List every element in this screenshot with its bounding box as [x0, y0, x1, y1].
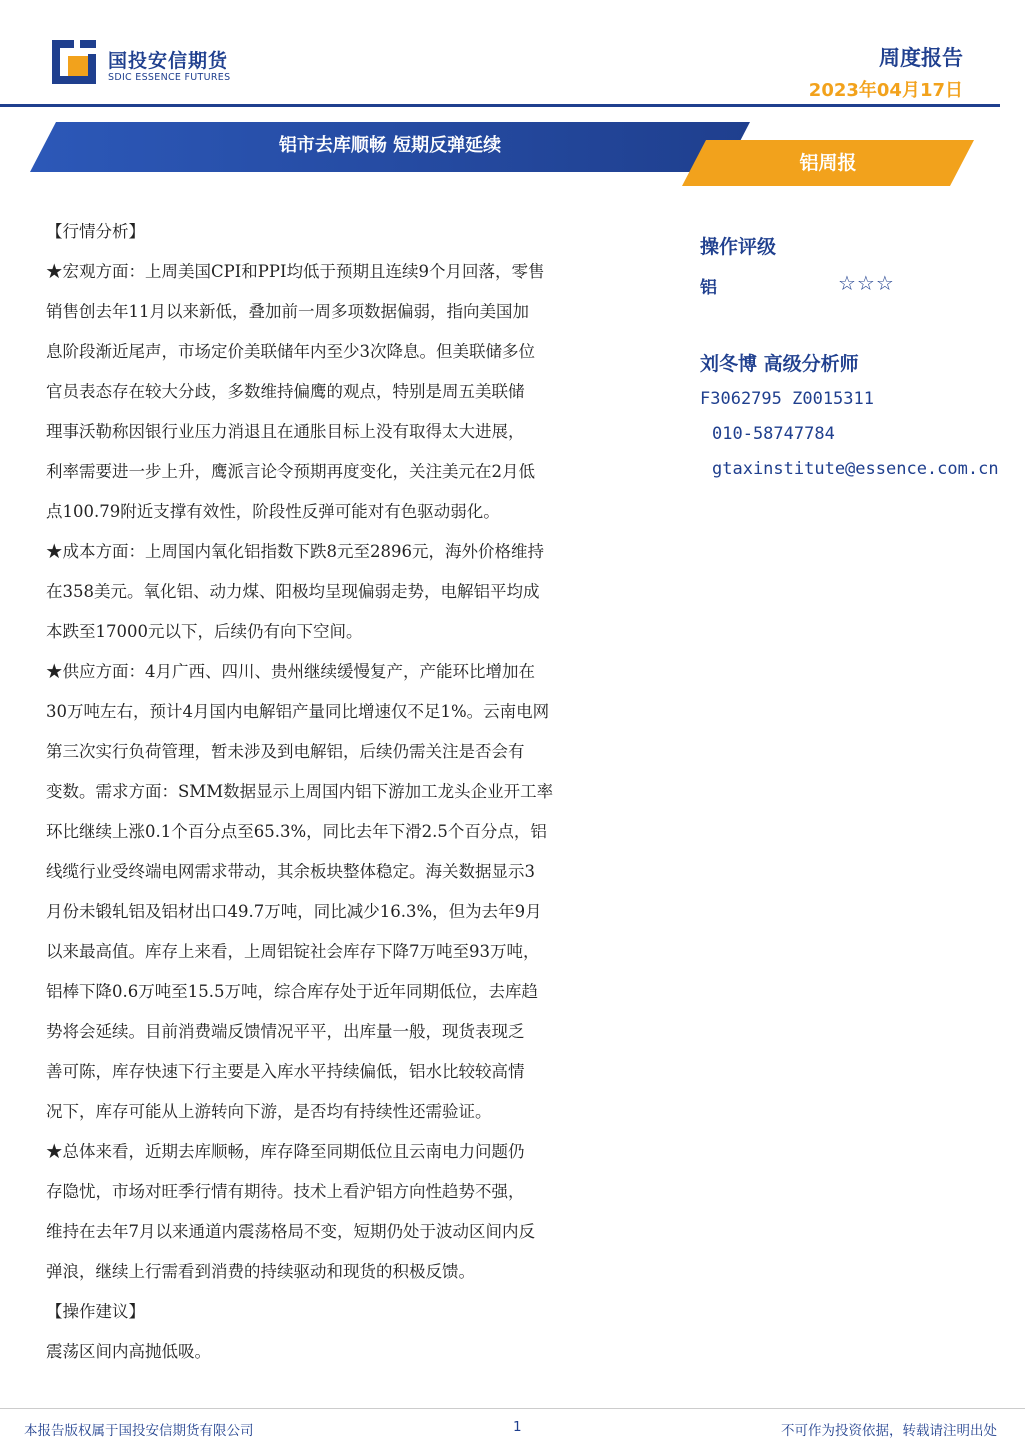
body-line: 月份未锻轧铝及铝材出口49.7万吨，同比减少16.3%，但为去年9月 — [46, 902, 542, 921]
body-line: 在358美元。氧化铝、动力煤、阳极均呈现偏弱走势，电解铝平均成 — [46, 582, 540, 601]
footer-divider — [0, 1408, 1025, 1409]
analyst-phone: 010-58747784 — [712, 424, 835, 444]
body-line: 销售创去年11月以来新低，叠加前一周多项数据偏弱，指向美国加 — [46, 302, 529, 321]
page-number: 1 — [513, 1419, 522, 1435]
body-line: 利率需要进一步上升，鹰派言论令预期再度变化，关注美元在2月低 — [46, 462, 535, 481]
analyst-name: 刘冬博 高级分析师 — [700, 353, 859, 375]
body-line: 线缆行业受终端电网需求带动，其余板块整体稳定。海关数据显示3 — [46, 862, 535, 881]
rating-row — [700, 273, 1025, 303]
body-line: ★宏观方面：上周美国CPI和PPI均低于预期且连续9个月回落，零售 — [46, 262, 545, 281]
footer-copyright: 本报告版权属于国投安信期货有限公司 — [24, 1423, 254, 1439]
analyst-certificate: F3062795 Z0015311 — [700, 389, 874, 409]
rating-title: 操作评级 — [700, 236, 777, 258]
body-line: 变数。需求方面：SMM数据显示上周国内铝下游加工龙头企业开工率 — [46, 782, 554, 801]
report-date: 2023年04月17日 — [808, 80, 963, 101]
body-line: 势将会延续。目前消费端反馈情况平平，出库量一般，现货表现乏 — [46, 1022, 525, 1041]
report-type: 周度报告 — [879, 46, 963, 70]
advice-line: 震荡区间内高抛低吸。 — [46, 1342, 211, 1361]
body-line: 存隐忧，市场对旺季行情有期待。技术上看沪铝方向性趋势不强， — [46, 1182, 525, 1201]
body-line: 官员表态存在较大分歧，多数维持偏鹰的观点，特别是周五美联储 — [46, 382, 525, 401]
body-line: 点100.79附近支撑有效性，阶段性反弹可能对有色驱动弱化。 — [46, 502, 500, 521]
body-line: 铝棒下降0.6万吨至15.5万吨，综合库存处于近年同期低位，去库趋 — [46, 982, 538, 1001]
body-line: 30万吨左右，预计4月国内电解铝产量同比增速仅不足1%。云南电网 — [46, 702, 550, 721]
body-line: 弹浪，继续上行需看到消费的持续驱动和现货的积极反馈。 — [46, 1262, 475, 1281]
logo-text-en: SDIC ESSENCE FUTURES — [108, 72, 231, 83]
analysis-body — [46, 212, 638, 1372]
header-divider — [0, 104, 1000, 107]
body-line: ★总体来看，近期去库顺畅，库存降至同期低位且云南电力问题仍 — [46, 1142, 525, 1161]
rating-commodity: 铝 — [700, 278, 717, 298]
analyst-email[interactable]: gtaxinstitute@essence.com.cn — [712, 459, 999, 479]
body-line: 况下，库存可能从上游转向下游，是否均有持续性还需验证。 — [46, 1102, 492, 1121]
body-line: 息阶段渐近尾声，市场定价美联储年内至少3次降息。但美联储多位 — [46, 342, 535, 361]
company-logo — [52, 40, 352, 100]
report-title: 铝市去库顺畅 短期反弹延续 — [278, 135, 502, 156]
footer-disclaimer: 不可作为投资依据，转载请注明出处 — [781, 1423, 997, 1439]
body-line: 维持在去年7月以来通道内震荡格局不变，短期仍处于波动区间内反 — [46, 1222, 535, 1241]
body-line: 善可陈，库存快速下行主要是入库水平持续偏低，铝水比较较高情 — [46, 1062, 525, 1081]
report-category: 铝周报 — [799, 152, 857, 174]
body-line: 理事沃勒称因银行业压力消退且在通胀目标上没有取得太大进展， — [46, 422, 525, 441]
sidebar-info — [700, 232, 1025, 487]
logo-text-cn: 国投安信期货 — [108, 50, 229, 72]
rating-stars-icon: ☆☆☆ — [838, 271, 895, 295]
body-line: 以来最高值。库存上来看，上周铝锭社会库存下降7万吨至93万吨， — [46, 942, 540, 961]
body-line: 本跌至17000元以下，后续仍有向下空间。 — [46, 622, 363, 641]
section-heading-advice: 【操作建议】 — [46, 1302, 145, 1321]
body-line: 环比继续上涨0.1个百分点至65.3%，同比去年下滑2.5个百分点，铝 — [46, 822, 547, 841]
body-line: 第三次实行负荷管理，暂未涉及到电解铝，后续仍需关注是否会有 — [46, 742, 525, 761]
section-heading-analysis: 【行情分析】 — [46, 222, 145, 241]
logo-mark-icon — [52, 40, 96, 84]
body-line: ★供应方面：4月广西、四川、贵州继续缓慢复产，产能环比增加在 — [46, 662, 535, 681]
body-line: ★成本方面：上周国内氧化铝指数下跌8元至2896元，海外价格维持 — [46, 542, 544, 561]
